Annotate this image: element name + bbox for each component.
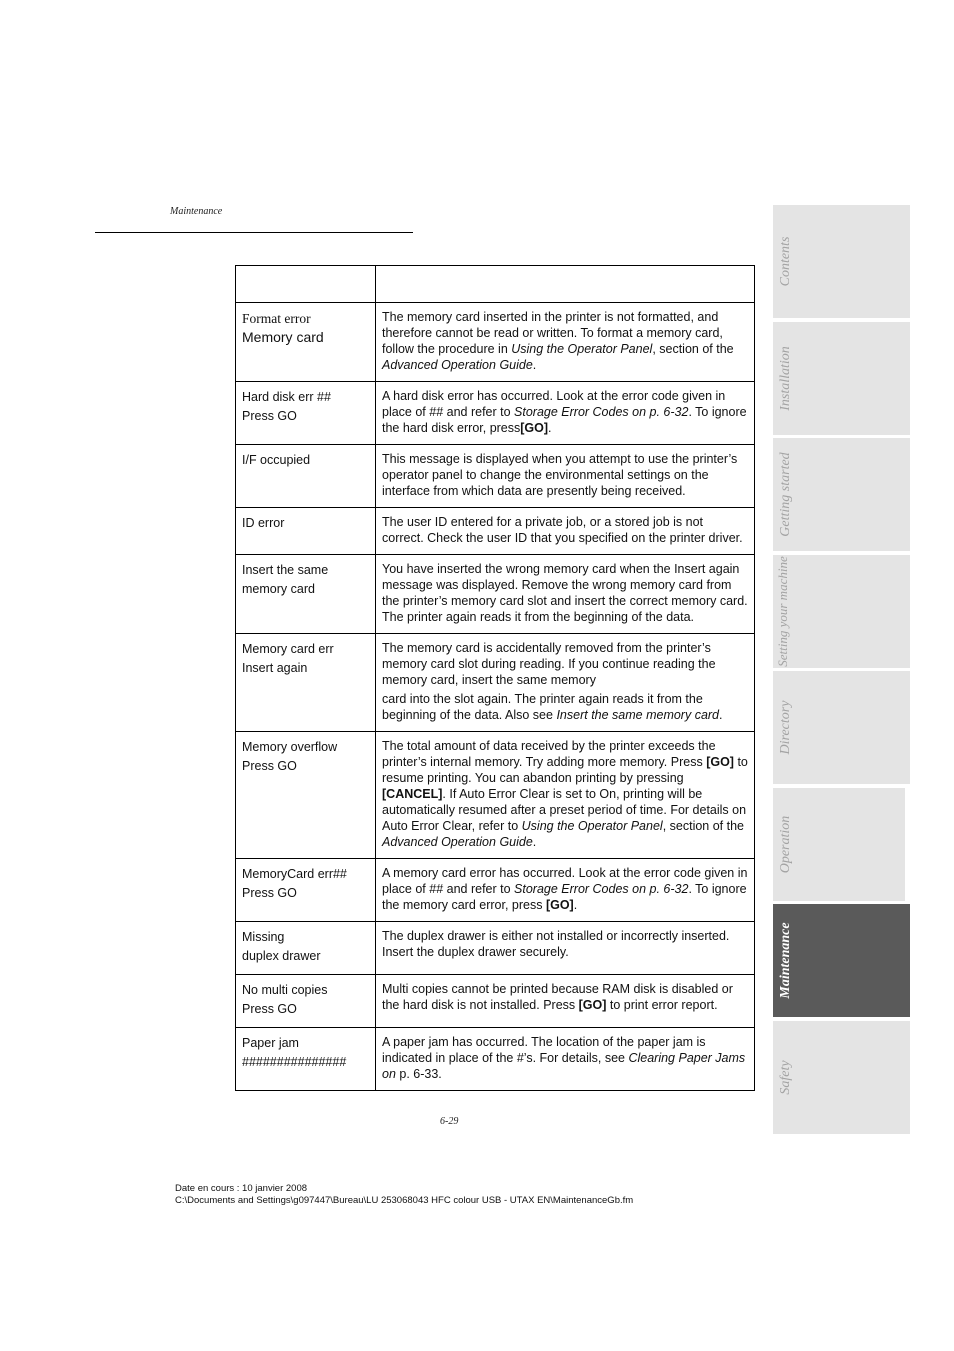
message-line: memory card — [242, 582, 315, 596]
tab-label: Getting started — [778, 452, 793, 537]
description-text: , section of the — [662, 819, 745, 833]
description-text: . — [719, 708, 723, 722]
tab-label: Safety — [778, 1060, 793, 1095]
description-paragraph — [382, 981, 748, 1013]
description-paragraph — [382, 1034, 748, 1082]
description-cell — [376, 975, 755, 1028]
description-cell — [376, 634, 755, 732]
description-paragraph — [382, 514, 748, 546]
message-line: ############### — [242, 1055, 347, 1069]
description-text: This message is displayed when you attempt to use the printer’s operator panel to change the environmental settings on the interface from which data are presently being received. — [382, 452, 738, 498]
table-row — [236, 382, 755, 445]
tab-label: Maintenance — [778, 922, 793, 999]
tab-label: Operation — [778, 815, 793, 874]
message-cell — [236, 732, 376, 859]
description-text: . To ignore the hard disk error, press — [382, 405, 747, 435]
description-text: Storage Error Codes on p. 6-32 — [514, 405, 689, 419]
description-text: [GO] — [578, 998, 607, 1012]
table-row — [236, 634, 755, 732]
tab-maintenance[interactable] — [773, 904, 910, 1017]
message-cell — [236, 303, 376, 382]
description-paragraph — [382, 738, 748, 850]
message-line: Missing — [242, 930, 285, 944]
description-cell — [376, 1028, 755, 1091]
message-cell — [236, 1028, 376, 1091]
description-text: Advanced Operation Guide — [382, 835, 533, 849]
description-paragraph — [382, 691, 748, 723]
description-text: Advanced Operation Guide — [382, 358, 533, 372]
description-text: A memory card error has occurred. Look at the error code given in place of ## and refer to — [382, 866, 748, 896]
message-line: MemoryCard err## — [242, 867, 347, 881]
description-text: [GO] — [545, 898, 574, 912]
error-message-table — [235, 265, 755, 1091]
description-paragraph — [382, 388, 748, 436]
description-text: The memory card inserted in the printer is not formatted, and therefore cannot be read or written. To format a memory card, follow the procedure in — [382, 310, 723, 356]
tab-contents[interactable] — [773, 205, 910, 318]
description-text: A hard disk error has occurred. Look at the error code given in place of ## and refer to — [382, 389, 726, 419]
header-rule — [95, 232, 413, 233]
message-cell — [236, 634, 376, 732]
description-paragraph — [382, 865, 748, 913]
message-line: I/F occupied — [242, 453, 311, 467]
message-line: Press GO — [242, 759, 297, 773]
description-text: . — [532, 835, 537, 849]
description-text: Using the Operator Panel — [521, 819, 663, 833]
message-line: Memory card — [242, 329, 324, 345]
page-number: 6-29 — [440, 1116, 459, 1127]
description-text: to resume printing. You can abandon printing by pressing — [382, 755, 748, 785]
message-cell — [236, 508, 376, 555]
description-text: The duplex drawer is either not installed or incorrectly inserted. Insert the duplex drawer securely. — [382, 929, 730, 959]
description-text: , section of the — [652, 342, 734, 356]
tab-label: Directory — [778, 700, 793, 755]
table-row — [236, 508, 755, 555]
message-line: Insert again — [242, 661, 308, 675]
message-cell — [236, 555, 376, 634]
tab-setting-your-machine[interactable] — [773, 555, 910, 668]
message-cell — [236, 975, 376, 1028]
message-line: Hard disk err ## — [242, 390, 331, 404]
table-row — [236, 732, 755, 859]
description-text: [GO] — [706, 755, 734, 769]
header-cell-message — [236, 266, 376, 303]
description-text: Using the Operator Panel — [511, 342, 653, 356]
table-row — [236, 859, 755, 922]
description-text: You have inserted the wrong memory card when the Insert again message was displayed. Remove the wrong memory card from the printer’s memory card slot and insert the correct memory card. The printer again reads it from the beginning of the data. — [382, 562, 748, 624]
description-text: Clearing Paper Jams on — [382, 1051, 746, 1081]
message-cell — [236, 445, 376, 508]
description-text: Multi copies cannot be printed because RAM disk is disabled or the hard disk is not installed. Press — [382, 982, 733, 1012]
description-paragraph — [382, 640, 748, 688]
description-cell — [376, 508, 755, 555]
description-cell — [376, 732, 755, 859]
footer-path: C:\Documents and Settings\g097447\Bureau\LU 253068043 HFC colour USB - UTAX EN\MaintenanceGb.fm — [175, 1195, 634, 1206]
tab-directory[interactable] — [773, 671, 910, 784]
table-row — [236, 555, 755, 634]
description-text: The user ID entered for a private job, or a stored job is not correct. Check the user ID that you specified on the printer driver. — [382, 515, 743, 545]
table-row — [236, 303, 755, 382]
description-text: p. 6-33. — [395, 1067, 442, 1081]
description-cell — [376, 922, 755, 975]
description-text: The total amount of data received by the printer exceeds the printer’s internal memory. Try adding more memory. Press — [382, 739, 716, 769]
description-text: . — [573, 898, 578, 912]
table-row — [236, 445, 755, 508]
running-head: Maintenance — [170, 206, 223, 217]
header-cell-description — [376, 266, 755, 303]
table-row — [236, 975, 755, 1028]
table-row — [236, 922, 755, 975]
tab-label: Contents — [778, 236, 793, 287]
tab-installation[interactable] — [773, 322, 910, 435]
tab-operation[interactable] — [773, 788, 905, 901]
table-row — [236, 1028, 755, 1091]
message-line: Press GO — [242, 409, 297, 423]
description-text: . — [548, 421, 552, 435]
message-line: Press GO — [242, 1002, 297, 1016]
message-cell — [236, 859, 376, 922]
message-line: Paper jam — [242, 1036, 299, 1050]
message-line: duplex drawer — [242, 949, 321, 963]
description-text: . — [532, 358, 537, 372]
tab-safety[interactable] — [773, 1021, 910, 1134]
tab-getting-started[interactable] — [773, 438, 910, 551]
description-text: card into the slot again. The printer again reads it from the beginning of the data. Also see — [382, 692, 703, 722]
message-line: Memory overflow — [242, 740, 338, 754]
description-cell — [376, 303, 755, 382]
message-cell — [236, 922, 376, 975]
description-text: . If Auto Error Clear is set to On, printing will be automatically resumed after a preset period of time. For details on Auto Error Clear, refer to — [382, 787, 747, 833]
message-line: ID error — [242, 516, 285, 530]
message-cell — [236, 382, 376, 445]
description-cell — [376, 445, 755, 508]
description-cell — [376, 859, 755, 922]
description-cell — [376, 555, 755, 634]
message-line: Memory card err — [242, 642, 334, 656]
table-header-row — [236, 266, 755, 303]
message-line: Format error — [242, 311, 311, 326]
description-paragraph — [382, 309, 748, 373]
description-paragraph — [382, 928, 748, 960]
message-line: Press GO — [242, 886, 297, 900]
description-text: . To ignore the memory card error, press — [382, 882, 747, 912]
description-text: Insert the same memory card — [556, 708, 720, 722]
description-cell — [376, 382, 755, 445]
description-text: [GO] — [520, 421, 549, 435]
file-footer — [175, 1183, 633, 1207]
description-text: Storage Error Codes on p. 6-32 — [514, 882, 689, 896]
description-paragraph — [382, 561, 748, 625]
tab-label: Setting your machine — [775, 556, 790, 667]
description-text: [CANCEL] — [382, 787, 443, 801]
description-paragraph — [382, 451, 748, 499]
message-line: Insert the same — [242, 563, 329, 577]
description-text: A paper jam has occurred. The location of the paper jam is indicated in place of the #’s. For details, see — [382, 1035, 706, 1065]
message-line: No multi copies — [242, 983, 328, 997]
footer-date: Date en cours : 10 janvier 2008 — [175, 1183, 308, 1194]
tab-label: Installation — [778, 346, 793, 411]
description-text: to print error report. — [606, 998, 718, 1012]
description-text: The memory card is accidentally removed from the printer’s memory card slot during reading. If you continue reading the memory card, insert the same memory — [382, 641, 716, 687]
